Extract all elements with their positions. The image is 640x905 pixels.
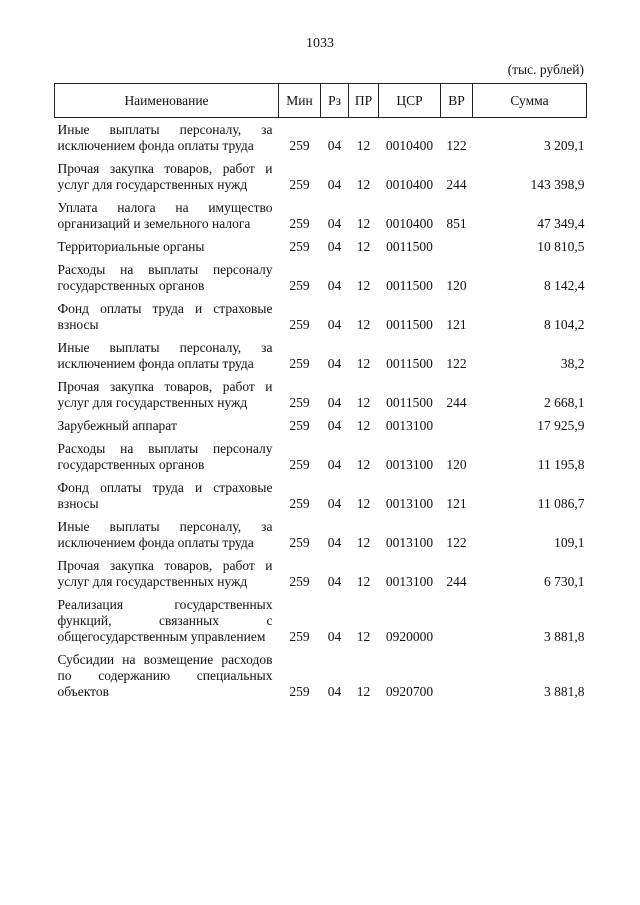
cell-pr: 12 [356,535,371,550]
table-row [55,235,587,258]
cell-csr: 0010400 [385,177,434,192]
cell-sum: 10 810,5 [537,239,585,254]
header-rz: Рз [321,84,349,118]
cell-vr: 122 [446,356,467,371]
cell-vr [441,414,473,437]
table-row [55,437,587,476]
cell-rz: 04 [327,418,342,433]
header-csr: ЦСР [379,84,441,118]
cell-sum: 6 730,1 [544,574,585,589]
cell-rz: 04 [327,177,342,192]
budget-table [54,83,587,703]
table-row [55,414,587,437]
cell-csr: 0011500 [386,356,433,371]
cell-pr: 12 [356,278,371,293]
cell-min: 259 [289,535,310,550]
cell-rz: 04 [327,138,342,153]
cell-name: Расходы на выплаты персоналу государственных органов [57,262,273,293]
table-row [55,336,587,375]
cell-pr: 12 [356,216,371,231]
cell-rz: 04 [327,496,342,511]
table-row [55,196,587,235]
cell-vr: 244 [446,177,467,192]
cell-csr: 0013100 [385,535,434,550]
cell-csr: 0920700 [385,684,434,699]
cell-pr: 12 [356,239,371,254]
cell-csr: 0013100 [385,457,434,472]
cell-vr: 120 [446,457,467,472]
table-row [55,515,587,554]
cell-sum: 38,2 [560,356,585,371]
cell-pr: 12 [356,574,371,589]
cell-vr: 121 [446,317,467,332]
cell-pr: 12 [356,177,371,192]
cell-min: 259 [289,684,310,699]
cell-vr: 122 [446,138,467,153]
cell-csr: 0013100 [385,496,434,511]
cell-csr: 0920000 [385,629,434,644]
cell-name: Территориальные органы [57,239,205,254]
cell-csr: 0011500 [386,239,433,254]
cell-pr: 12 [356,496,371,511]
cell-rz: 04 [327,535,342,550]
cell-name: Субсидии на возмещение расходов по содержанию специальных объектов [57,652,273,699]
header-name: Наименование [55,84,279,118]
header-vr: ВР [441,84,473,118]
cell-name: Фонд оплаты труда и страховые взносы [57,480,273,511]
cell-name: Фонд оплаты труда и страховые взносы [57,301,273,332]
cell-sum: 3 209,1 [544,138,585,153]
table-header [55,84,587,118]
cell-rz: 04 [327,216,342,231]
cell-rz: 04 [327,629,342,644]
table-body [55,118,587,704]
cell-sum: 3 881,8 [544,629,585,644]
cell-min: 259 [289,629,310,644]
cell-pr: 12 [356,395,371,410]
cell-pr: 12 [356,138,371,153]
table-row [55,258,587,297]
cell-rz: 04 [327,278,342,293]
cell-sum: 8 104,2 [544,317,585,332]
cell-sum: 11 086,7 [537,496,585,511]
cell-vr: 244 [446,395,467,410]
cell-csr: 0011500 [386,278,433,293]
cell-min: 259 [289,496,310,511]
cell-rz: 04 [327,574,342,589]
cell-vr: 244 [446,574,467,589]
cell-min: 259 [289,216,310,231]
table-row [55,375,587,414]
cell-csr: 0013100 [385,418,434,433]
cell-name: Прочая закупка товаров, работ и услуг для государственных нужд [57,558,273,589]
header-row [55,84,587,118]
cell-rz: 04 [327,684,342,699]
table-row [55,648,587,703]
cell-min: 259 [289,239,310,254]
cell-min: 259 [289,278,310,293]
cell-pr: 12 [356,317,371,332]
units-label: (тыс. рублей) [507,62,584,77]
cell-vr: 120 [446,278,467,293]
cell-name: Прочая закупка товаров, работ и услуг для государственных нужд [57,161,273,192]
table-row [55,118,587,158]
cell-pr: 12 [356,418,371,433]
cell-vr: 121 [446,496,467,511]
cell-min: 259 [289,395,310,410]
cell-pr: 12 [356,684,371,699]
cell-sum: 2 668,1 [544,395,585,410]
cell-min: 259 [289,418,310,433]
cell-vr [441,593,473,648]
cell-rz: 04 [327,457,342,472]
cell-rz: 04 [327,356,342,371]
cell-sum: 143 398,9 [530,177,585,192]
cell-sum: 47 349,4 [537,216,585,231]
cell-min: 259 [289,356,310,371]
cell-name: Реализация государственных функций, связанных с общегосударственным управлением [57,597,273,644]
cell-name: Расходы на выплаты персоналу государственных органов [57,441,273,472]
cell-sum: 3 881,8 [544,684,585,699]
header-pr: ПР [349,84,379,118]
table-row [55,593,587,648]
table-row [55,554,587,593]
cell-vr: 851 [446,216,467,231]
table-row [55,157,587,196]
cell-min: 259 [289,138,310,153]
cell-csr: 0010400 [385,138,434,153]
page-number: 1033 [306,36,334,51]
cell-rz: 04 [327,239,342,254]
cell-name: Иные выплаты персоналу, за исключением фонда оплаты труда [57,340,273,371]
cell-name: Иные выплаты персоналу, за исключением фонда оплаты труда [57,122,273,153]
cell-sum: 109,1 [554,535,585,550]
cell-csr: 0011500 [386,395,433,410]
cell-sum: 17 925,9 [537,418,585,433]
cell-sum: 8 142,4 [544,278,585,293]
cell-min: 259 [289,177,310,192]
cell-vr: 122 [446,535,467,550]
cell-sum: 11 195,8 [537,457,585,472]
cell-name: Иные выплаты персоналу, за исключением фонда оплаты труда [57,519,273,550]
cell-name: Уплата налога на имущество организаций и земельного налога [57,200,273,231]
cell-csr: 0013100 [385,574,434,589]
cell-name: Зарубежный аппарат [57,418,177,433]
cell-min: 259 [289,317,310,332]
cell-min: 259 [289,457,310,472]
header-sum: Сумма [473,84,587,118]
cell-pr: 12 [356,629,371,644]
cell-rz: 04 [327,395,342,410]
cell-min: 259 [289,574,310,589]
cell-vr [441,648,473,703]
cell-vr [441,235,473,258]
header-min: Мин [279,84,321,118]
table-row [55,297,587,336]
cell-csr: 0011500 [386,317,433,332]
cell-csr: 0010400 [385,216,434,231]
cell-name: Прочая закупка товаров, работ и услуг для государственных нужд [57,379,273,410]
cell-pr: 12 [356,457,371,472]
cell-pr: 12 [356,356,371,371]
table-row [55,476,587,515]
cell-rz: 04 [327,317,342,332]
